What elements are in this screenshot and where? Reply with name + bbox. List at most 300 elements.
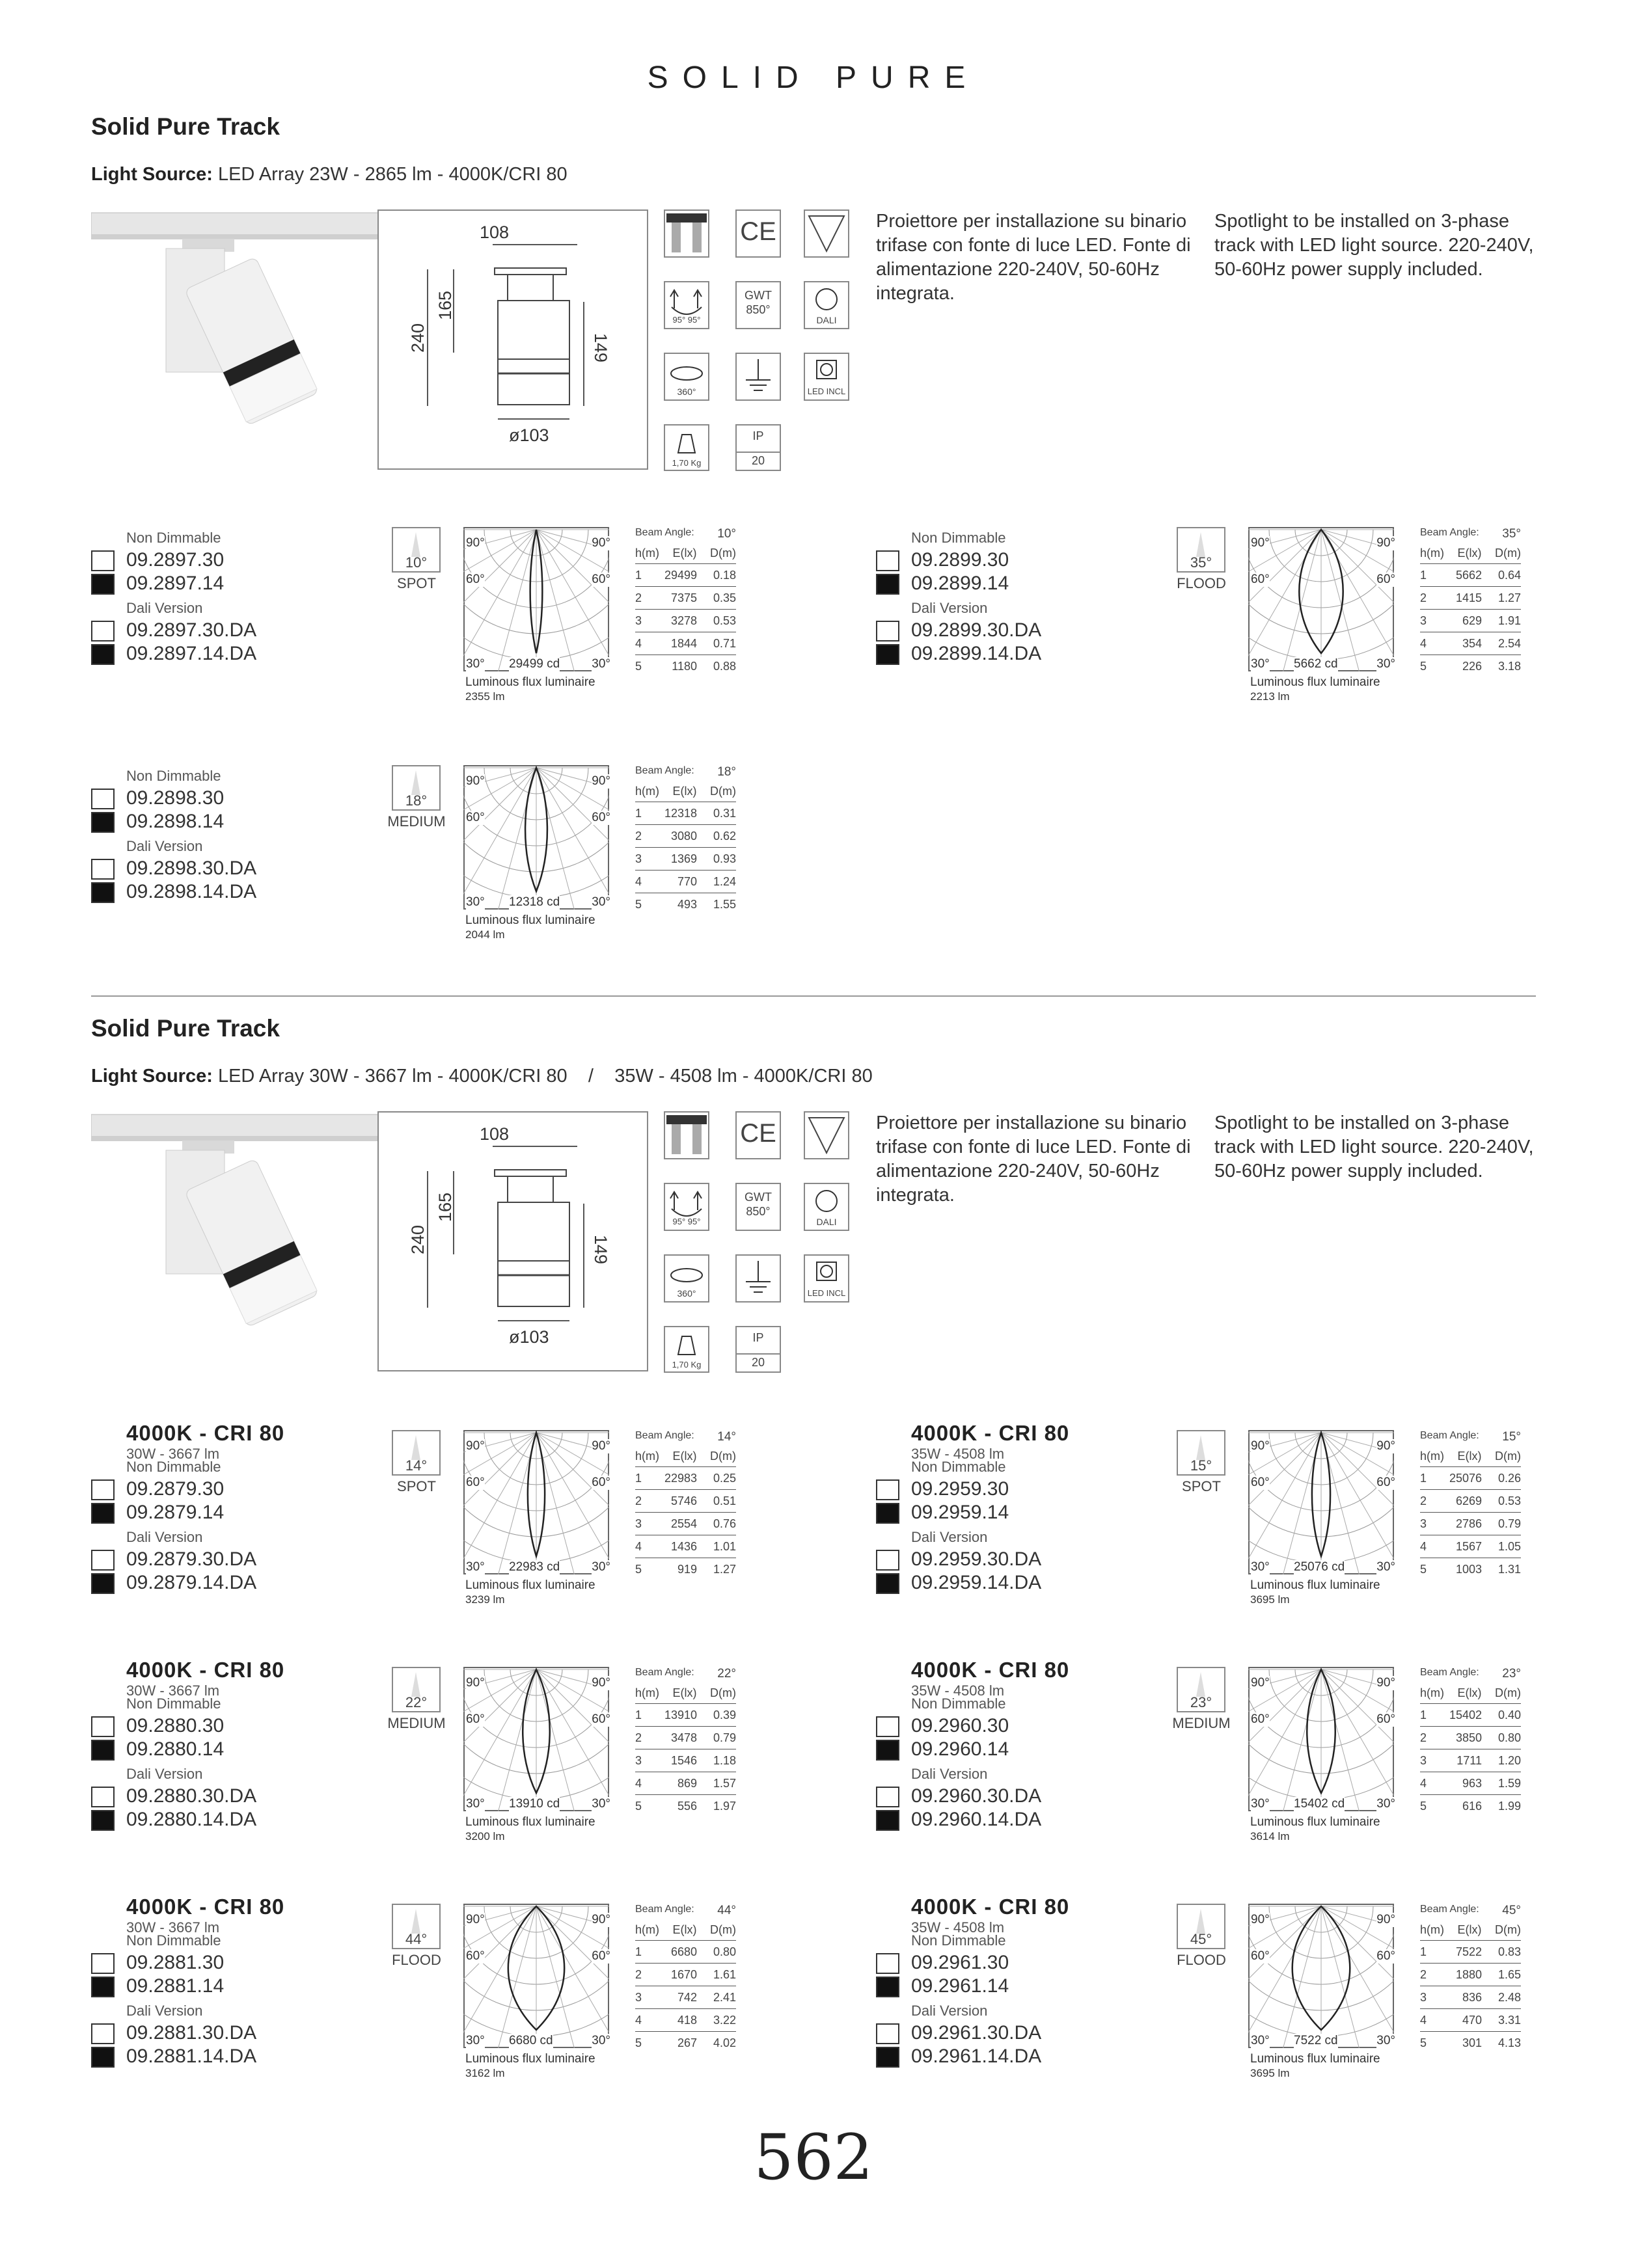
- gwt-icon-label: GWT: [745, 1191, 772, 1204]
- table-cell: 1.99: [1497, 1799, 1521, 1813]
- white-finish-swatch: [91, 789, 115, 809]
- product-code: 09.2880.14.DA: [126, 1809, 257, 1830]
- luminous-flux-value: 2213 lm: [1250, 690, 1290, 703]
- table-row: [635, 564, 736, 587]
- angle-label-30-right: 30°: [592, 1797, 610, 1811]
- product-code: 09.2961.14: [911, 1975, 1009, 1997]
- polar-diagram: [463, 527, 613, 674]
- table-row: [1420, 1941, 1521, 1964]
- table-row: [635, 802, 736, 825]
- polar-diagram: [1248, 527, 1398, 674]
- angle-label-60-right: 60°: [592, 573, 610, 586]
- table-cell: 1670: [670, 1967, 697, 1981]
- beam-angle-caption: Beam Angle:: [1420, 1904, 1479, 1915]
- ip-rating-icon: [735, 424, 781, 471]
- product-code: 09.2899.14.DA: [911, 643, 1042, 664]
- table-cell: 0.25: [713, 1471, 736, 1485]
- table-row: [635, 1704, 736, 1727]
- table-row: [635, 610, 736, 632]
- black-finish-swatch: [876, 574, 899, 595]
- photometric-table: [635, 1430, 736, 1580]
- dimension-w: 108: [480, 1124, 510, 1144]
- ip-value: 20: [737, 1353, 780, 1370]
- product-code: 09.2881.30: [126, 1952, 225, 1973]
- table-cell: 4: [635, 1539, 642, 1553]
- rotation-icon-label: 360°: [677, 1288, 696, 1299]
- beam-icon: [392, 1904, 441, 1949]
- table-cell: 267: [677, 2036, 697, 2049]
- angle-label-90-right: 90°: [1376, 1676, 1395, 1690]
- beam-angle-label: 44°: [405, 1931, 428, 1947]
- weight-icon-label: 1,70 Kg: [672, 458, 702, 468]
- beam-icon: [1177, 527, 1225, 573]
- beam-angle-value: 18°: [717, 765, 736, 779]
- table-cell: 4: [635, 874, 642, 888]
- beam-type-label: MEDIUM: [387, 1715, 446, 1731]
- product-block: [876, 1658, 1627, 1869]
- table-cell: 25076: [1449, 1471, 1482, 1485]
- table-cell: 0.35: [713, 591, 736, 604]
- col-header-h: h(m): [635, 1450, 659, 1463]
- white-finish-swatch: [876, 1787, 899, 1807]
- table-cell: 3080: [670, 829, 697, 843]
- beam-icon: [1177, 1667, 1225, 1712]
- dimension-h1: 240: [408, 1224, 428, 1255]
- table-cell: 1.65: [1497, 1967, 1521, 1981]
- angle-label-90-right: 90°: [592, 536, 610, 550]
- black-finish-swatch: [876, 1573, 899, 1594]
- white-finish-swatch: [91, 1787, 115, 1807]
- product-photo: [91, 209, 401, 450]
- table-cell: 2: [1420, 1967, 1427, 1981]
- beam-angle-value: 22°: [717, 1667, 736, 1681]
- beam-icon: [392, 1430, 441, 1476]
- table-cell: 3478: [670, 1731, 697, 1744]
- tilt-icon-label: 95° 95°: [672, 315, 701, 325]
- led-included-icon-label: LED INCL: [807, 1288, 846, 1298]
- table-row: [1420, 587, 1521, 610]
- angle-label-60-left: 60°: [1251, 1712, 1270, 1726]
- beam-angle-caption: Beam Angle:: [635, 1904, 694, 1915]
- col-header-d: D(m): [710, 1923, 736, 1936]
- table-cell: 2: [1420, 591, 1427, 604]
- product-code: 09.2881.30.DA: [126, 2022, 257, 2044]
- beam-type-label: FLOOD: [1177, 575, 1226, 591]
- luminous-flux-label: Luminous flux luminaire: [1250, 1578, 1380, 1592]
- weight-icon: [664, 424, 709, 471]
- table-cell: 1415: [1455, 591, 1482, 604]
- table-row: [635, 893, 736, 915]
- photometric-table: [635, 1904, 736, 2054]
- tilt-icon: [664, 281, 709, 329]
- earth-icon: [735, 1254, 781, 1303]
- table-cell: 3.18: [1497, 659, 1521, 673]
- angle-label-90-right: 90°: [592, 1676, 610, 1690]
- beam-type-label: MEDIUM: [387, 813, 446, 830]
- angle-label-60-right: 60°: [1376, 1712, 1395, 1726]
- table-cell: 1.27: [1497, 591, 1521, 604]
- product-code: 09.2879.14.DA: [126, 1572, 257, 1593]
- black-finish-swatch: [876, 1977, 899, 1997]
- non-dimmable-label: Non Dimmable: [911, 530, 1006, 546]
- angle-label-90-left: 90°: [1251, 1439, 1270, 1453]
- table-row: [1420, 655, 1521, 677]
- white-finish-swatch: [91, 1716, 115, 1737]
- product-code: 09.2879.30.DA: [126, 1548, 257, 1570]
- col-header-e: E(lx): [672, 1923, 697, 1936]
- table-cell: 1.59: [1497, 1776, 1521, 1790]
- product-code: 09.2897.14.DA: [126, 643, 257, 664]
- table-cell: 0.39: [713, 1708, 736, 1721]
- table-cell: 1: [635, 1471, 642, 1485]
- table-cell: 1: [1420, 1945, 1427, 1958]
- col-header-e: E(lx): [1457, 1923, 1482, 1936]
- table-cell: 3.22: [713, 2013, 736, 2027]
- table-cell: 3: [635, 614, 642, 627]
- table-cell: 5: [1420, 1562, 1427, 1576]
- beam-icon: [1177, 1430, 1225, 1476]
- table-cell: 963: [1462, 1776, 1482, 1790]
- table-cell: 1: [635, 806, 642, 820]
- table-cell: 1.27: [713, 1562, 736, 1576]
- beam-type-label: SPOT: [1182, 1478, 1221, 1494]
- angle-label-90-left: 90°: [466, 1439, 485, 1453]
- table-cell: 4.02: [713, 2036, 736, 2049]
- peak-intensity-label: 7522 cd: [1294, 2034, 1338, 2047]
- photometric-table: [1420, 1667, 1521, 1817]
- dimension-drawing: [377, 1111, 648, 1371]
- luminous-flux-value: 2355 lm: [465, 690, 505, 703]
- black-finish-swatch: [91, 574, 115, 595]
- white-finish-swatch: [91, 859, 115, 880]
- angle-label-60-right: 60°: [592, 1476, 610, 1489]
- product-block: [91, 527, 872, 729]
- table-cell: 0.40: [1497, 1708, 1521, 1721]
- product-code: 09.2897.30: [126, 549, 225, 571]
- table-cell: 4: [1420, 1776, 1427, 1790]
- table-cell: 5: [635, 1799, 642, 1813]
- table-cell: 5: [1420, 1799, 1427, 1813]
- luminous-flux-label: Luminous flux luminaire: [465, 1815, 595, 1829]
- dimension-h3: 149: [591, 1234, 611, 1265]
- table-cell: 3: [1420, 1517, 1427, 1530]
- luminous-flux-label: Luminous flux luminaire: [1250, 2052, 1380, 2066]
- table-cell: 3850: [1455, 1731, 1482, 1744]
- col-header-d: D(m): [710, 547, 736, 560]
- angle-label-30-left: 30°: [466, 1797, 485, 1811]
- luminous-flux-label: Luminous flux luminaire: [1250, 675, 1380, 689]
- product-title: 4000K - CRI 80: [126, 1421, 285, 1445]
- col-header-h: h(m): [1420, 1450, 1444, 1463]
- product-title: 4000K - CRI 80: [911, 1895, 1070, 1919]
- table-row: [1420, 1513, 1521, 1535]
- table-cell: 5: [635, 659, 642, 673]
- page-number: 562: [754, 2121, 873, 2194]
- table-cell: 2: [635, 829, 642, 843]
- table-cell: 0.53: [1497, 1494, 1521, 1507]
- table-row: [1420, 1704, 1521, 1727]
- photometric-table: [1420, 1430, 1521, 1580]
- table-cell: 0.76: [713, 1517, 736, 1530]
- table-cell: 6680: [670, 1945, 697, 1958]
- angle-label-60-right: 60°: [592, 1712, 610, 1726]
- white-finish-swatch: [876, 550, 899, 571]
- table-row: [1420, 1964, 1521, 1986]
- table-row: [635, 825, 736, 848]
- black-finish-swatch: [91, 882, 115, 903]
- table-cell: 0.83: [1497, 1945, 1521, 1958]
- table-cell: 1.05: [1497, 1539, 1521, 1553]
- gwt-icon-label: GWT: [745, 289, 772, 302]
- polar-diagram: [1248, 1430, 1398, 1577]
- peak-intensity-label: 6680 cd: [509, 2034, 553, 2047]
- table-cell: 2.41: [713, 1990, 736, 2004]
- white-finish-swatch: [876, 1550, 899, 1571]
- white-finish-swatch: [91, 550, 115, 571]
- black-finish-swatch: [91, 1573, 115, 1594]
- angle-label-60-left: 60°: [1251, 1476, 1270, 1489]
- non-dimmable-label: Non Dimmable: [126, 530, 221, 546]
- table-cell: 3: [635, 1753, 642, 1767]
- luminous-flux-label: Luminous flux luminaire: [465, 675, 595, 689]
- table-cell: 1: [635, 1708, 642, 1721]
- dimension-h3: 149: [591, 332, 611, 363]
- dimension-d: ø103: [509, 1327, 549, 1347]
- table-cell: 2.48: [1497, 1990, 1521, 2004]
- white-finish-swatch: [876, 1716, 899, 1737]
- table-cell: 2: [635, 1967, 642, 1981]
- product-code: 09.2959.14.DA: [911, 1572, 1042, 1593]
- angle-label-60-right: 60°: [592, 811, 610, 824]
- table-cell: 742: [677, 1990, 697, 2004]
- angle-label-30-right: 30°: [592, 657, 610, 671]
- description-italian: Proiettore per installazione su binario trifase con fonte di luce LED. Fonte di alimentazione 220-240V, 50-60Hz integrata.: [876, 1113, 1191, 1206]
- white-finish-swatch: [876, 1953, 899, 1974]
- peak-intensity-label: 15402 cd: [1294, 1797, 1345, 1811]
- product-power: 30W - 3667 lm: [126, 1919, 220, 1936]
- angle-label-90-left: 90°: [1251, 1676, 1270, 1690]
- product-code: 09.2959.30.DA: [911, 1548, 1042, 1570]
- beam-angle-caption: Beam Angle:: [1420, 527, 1479, 538]
- dali-icon: [804, 1183, 849, 1231]
- dali-version-label: Dali Version: [911, 1529, 988, 1545]
- product-power: 30W - 3667 lm: [126, 1682, 220, 1699]
- beam-angle-value: 15°: [1502, 1430, 1521, 1444]
- table-cell: 556: [677, 1799, 697, 1813]
- table-cell: 0.64: [1497, 568, 1521, 582]
- beam-angle-caption: Beam Angle:: [635, 1667, 694, 1678]
- ce-mark-icon-label: CE: [740, 217, 776, 246]
- angle-label-60-right: 60°: [592, 1949, 610, 1963]
- table-cell: 1.57: [713, 1776, 736, 1790]
- col-header-h: h(m): [635, 785, 659, 798]
- table-row: [635, 1513, 736, 1535]
- track-icon: [664, 209, 709, 258]
- non-dimmable-label: Non Dimmable: [911, 1459, 1006, 1475]
- table-cell: 0.26: [1497, 1471, 1521, 1485]
- ip-rating-icon: [735, 1326, 781, 1373]
- table-cell: 4: [1420, 1539, 1427, 1553]
- tilt-icon-label: 95° 95°: [672, 1217, 701, 1226]
- angle-label-30-right: 30°: [1376, 1560, 1395, 1574]
- product-code: 09.2961.30.DA: [911, 2022, 1042, 2044]
- product-code: 09.2960.30.DA: [911, 1785, 1042, 1807]
- luminous-flux-label: Luminous flux luminaire: [465, 2052, 595, 2066]
- angle-label-90-left: 90°: [466, 536, 485, 550]
- col-header-e: E(lx): [1457, 1686, 1482, 1699]
- col-header-d: D(m): [1495, 1686, 1521, 1699]
- table-row: [635, 2009, 736, 2032]
- luminous-flux-value: 3695 lm: [1250, 2067, 1290, 2079]
- beam-angle-caption: Beam Angle:: [1420, 1430, 1479, 1441]
- beam-angle-value: 14°: [717, 1430, 736, 1444]
- table-cell: 1: [1420, 1471, 1427, 1485]
- table-row: [1420, 1727, 1521, 1749]
- beam-angle-caption: Beam Angle:: [635, 1430, 694, 1441]
- dali-version-label: Dali Version: [126, 600, 203, 616]
- beam-angle-caption: Beam Angle:: [635, 527, 694, 538]
- beam-icon: [392, 765, 441, 811]
- angle-label-90-left: 90°: [1251, 536, 1270, 550]
- angle-label-60-right: 60°: [1376, 573, 1395, 586]
- table-cell: 836: [1462, 1990, 1482, 2004]
- product-code: 09.2960.14: [911, 1738, 1009, 1760]
- col-header-d: D(m): [710, 1450, 736, 1463]
- table-cell: 1546: [670, 1753, 697, 1767]
- rotation-icon: [664, 1254, 709, 1303]
- ce-mark-icon: [735, 1111, 781, 1159]
- table-row: [1420, 632, 1521, 655]
- product-code: 09.2880.14: [126, 1738, 225, 1760]
- table-row: [1420, 610, 1521, 632]
- white-finish-swatch: [876, 2023, 899, 2044]
- table-cell: 0.62: [713, 829, 736, 843]
- dali-icon-label: DALI: [816, 1217, 837, 1227]
- beam-type-label: SPOT: [397, 575, 436, 591]
- product-code: 09.2961.30: [911, 1952, 1009, 1973]
- product-code: 09.2880.30: [126, 1715, 225, 1736]
- table-cell: 5: [1420, 2036, 1427, 2049]
- table-cell: 616: [1462, 1799, 1482, 1813]
- luminous-flux-value: 3614 lm: [1250, 1830, 1290, 1843]
- polar-diagram: [1248, 1904, 1398, 2051]
- table-cell: 5: [1420, 659, 1427, 673]
- black-finish-swatch: [876, 1503, 899, 1524]
- non-dimmable-label: Non Dimmable: [911, 1695, 1006, 1712]
- product-power: 35W - 4508 lm: [911, 1682, 1005, 1699]
- white-finish-swatch: [876, 621, 899, 641]
- rotation-icon-label: 360°: [677, 386, 696, 397]
- product-code: 09.2898.14: [126, 811, 225, 832]
- white-finish-swatch: [91, 1953, 115, 1974]
- col-header-e: E(lx): [672, 1686, 697, 1699]
- product-power: 30W - 3667 lm: [126, 1446, 220, 1462]
- col-header-h: h(m): [1420, 1923, 1444, 1936]
- table-cell: 1.31: [1497, 1562, 1521, 1576]
- angle-label-30-left: 30°: [1251, 1560, 1270, 1574]
- section-title: Solid Pure Track: [91, 1015, 280, 1042]
- beam-angle-label: 22°: [405, 1694, 428, 1710]
- angle-label-60-left: 60°: [1251, 1949, 1270, 1963]
- angle-label-60-left: 60°: [466, 573, 485, 586]
- photometric-table: [1420, 527, 1521, 677]
- table-cell: 1711: [1456, 1753, 1482, 1767]
- table-row: [635, 1749, 736, 1772]
- angle-label-30-left: 30°: [1251, 657, 1270, 671]
- table-row: [1420, 1795, 1521, 1817]
- luminous-flux-label: Luminous flux luminaire: [1250, 1815, 1380, 1829]
- angle-label-60-right: 60°: [1376, 1476, 1395, 1489]
- angle-label-30-left: 30°: [1251, 1797, 1270, 1811]
- table-row: [635, 632, 736, 655]
- non-dimmable-label: Non Dimmable: [126, 1932, 221, 1949]
- beam-angle-label: 15°: [1190, 1457, 1212, 1474]
- photometric-table: [635, 527, 736, 677]
- table-row: [635, 1795, 736, 1817]
- peak-intensity-label: 13910 cd: [509, 1797, 560, 1811]
- white-finish-swatch: [91, 1479, 115, 1500]
- table-cell: 3: [635, 852, 642, 865]
- table-row: [635, 1535, 736, 1558]
- beam-angle-value: 45°: [1502, 1904, 1521, 1917]
- product-block: [91, 1895, 872, 2105]
- table-cell: 7522: [1455, 1945, 1482, 1958]
- table-cell: 1567: [1455, 1539, 1482, 1553]
- table-row: [1420, 1749, 1521, 1772]
- black-finish-swatch: [91, 1740, 115, 1761]
- product-power: 35W - 4508 lm: [911, 1446, 1005, 1462]
- beam-angle-value: 10°: [717, 527, 736, 541]
- dimension-h2: 165: [435, 1192, 456, 1222]
- angle-label-30-left: 30°: [466, 1560, 485, 1574]
- table-cell: 2: [1420, 1494, 1427, 1507]
- product-block: [876, 1895, 1627, 2105]
- col-header-e: E(lx): [1457, 547, 1482, 560]
- black-finish-swatch: [91, 2047, 115, 2068]
- angle-label-30-right: 30°: [1376, 657, 1395, 671]
- black-finish-swatch: [91, 1977, 115, 1997]
- weight-icon-label: 1,70 Kg: [672, 1360, 702, 1370]
- table-cell: 4: [1420, 636, 1427, 650]
- table-cell: 2.54: [1497, 636, 1521, 650]
- table-cell: 919: [677, 1562, 697, 1576]
- earth-icon: [735, 353, 781, 401]
- table-cell: 4: [635, 636, 642, 650]
- angle-label-90-left: 90°: [466, 1913, 485, 1926]
- angle-label-30-left: 30°: [466, 657, 485, 671]
- angle-label-90-right: 90°: [592, 1439, 610, 1453]
- gwt-value: 850°: [746, 303, 771, 316]
- tilt-icon: [664, 1183, 709, 1231]
- light-source: [91, 164, 567, 185]
- polar-diagram: [463, 1430, 613, 1577]
- col-header-e: E(lx): [672, 547, 697, 560]
- non-dimmable-label: Non Dimmable: [126, 1695, 221, 1712]
- peak-intensity-label: 25076 cd: [1294, 1560, 1345, 1574]
- table-cell: 3: [1420, 1753, 1427, 1767]
- angle-label-60-left: 60°: [466, 811, 485, 824]
- table-cell: 3: [1420, 614, 1427, 627]
- table-cell: 0.53: [713, 614, 736, 627]
- black-finish-swatch: [876, 644, 899, 665]
- beam-angle-value: 23°: [1502, 1667, 1521, 1681]
- col-header-h: h(m): [635, 547, 659, 560]
- product-block: [91, 1658, 872, 1869]
- table-cell: 1436: [670, 1539, 697, 1553]
- col-header-e: E(lx): [1457, 1450, 1482, 1463]
- table-cell: 1180: [672, 659, 697, 673]
- description-english: Spotlight to be installed on 3-phase track with LED light source. 220-240V, 50-60Hz power supply included.: [1214, 211, 1534, 280]
